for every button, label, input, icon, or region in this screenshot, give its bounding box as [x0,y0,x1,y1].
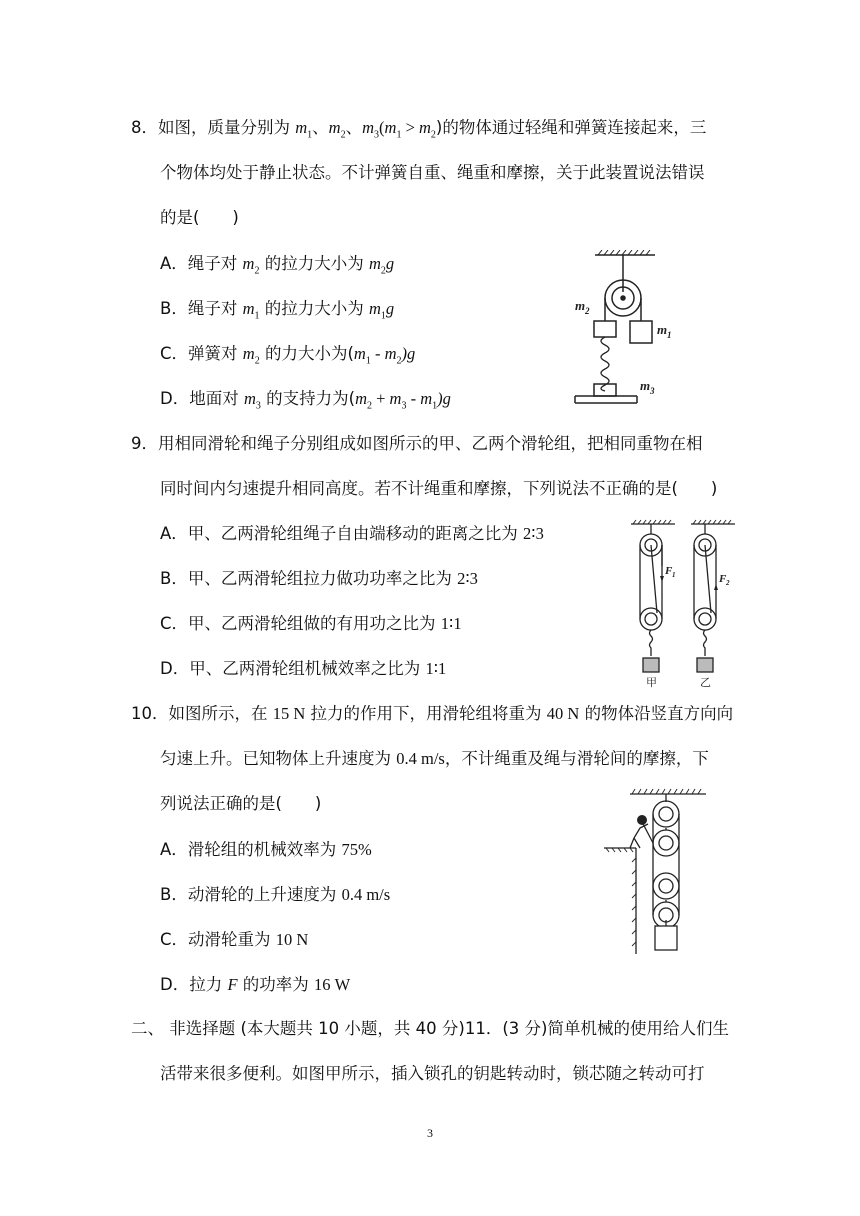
q9-stem-line2: 同时间内匀速提升相同高度。若不计绳重和摩擦，下列说法不正确的是( ) [160,479,718,498]
q10-number: 10． [131,704,169,723]
q9-stem-line1: 9．用相同滑轮和绳子分别组成如图所示的甲、乙两个滑轮组，把相同重物在相 [131,434,703,453]
q9-option-b: B．甲、乙两滑轮组拉力做功功率之比为 2∶3 [160,569,478,588]
q10-stem-line2: 匀速上升。已知物体上升速度为 0.4 m/s，不计绳重及绳与滑轮间的摩擦，下 [160,749,709,768]
q8-label-m3: m [640,378,651,393]
svg-text:3: 3 [650,386,655,396]
q8-pulley-spring-figure [565,250,675,410]
q9-label-jia: 甲 [646,676,657,689]
svg-text:2: 2 [726,579,730,587]
q8-label-m2: m [575,298,586,313]
q9-label-f2: F [719,573,727,585]
q11-stem-start: 11．(3 分)简单机械的使用给人们生 [464,1019,729,1038]
q9-label-f1: F [665,565,673,577]
q9-option-d: D．甲、乙两滑轮组机械效率之比为 1∶1 [160,659,447,678]
q10-option-a: A．滑轮组的机械效率为 75% [160,840,372,859]
svg-text:2: 2 [585,306,590,316]
q8-stem-line1: 8．如图，质量分别为 $m_1$、$m_2$、$m_3(m_1 > m_2)$的物体通过轻绳和弹簧连接起来，三 [131,118,707,141]
q10-option-c: C．动滑轮重为 10 N [160,930,309,949]
q8-option-d: D．地面对 $m_3$ 的支持力为$(m_2 + m_3 - m_1)g$ [160,389,451,412]
q10-stem-line3: 列说法正确的是( ) [160,794,322,813]
q8-stem-line3: 的是( ) [160,208,239,227]
q9-number: 9． [131,434,158,453]
q8-stem-line2: 个物体均处于静止状态。不计弹簧自重、绳重和摩擦，关于此装置说法错误 [160,163,705,182]
q10-person-pulley-figure [600,788,710,956]
section2-line2: 活带来很多便利。如图甲所示，插入锁孔的钥匙转动时，锁芯随之转动可打 [160,1064,705,1083]
q9-option-c: C．甲、乙两滑轮组做的有用功之比为 1∶1 [160,614,462,633]
q9-label-yi: 乙 [700,676,711,689]
q10-option-d: D．拉力 F 的功率为 16 W [160,975,351,994]
section2-line1 [131,1018,729,1040]
q10-stem-line1: 10．如图所示，在 15 N 拉力的作用下，用滑轮组将重为 40 N 的物体沿竖直方向向 [131,704,734,723]
q8-option-a: A．绳子对 $m_2$ 的拉力大小为 $m_2g$ [160,254,395,277]
svg-text:1: 1 [672,571,676,579]
q9-pulley-groups-figure [625,518,745,690]
q8-option-b: B．绳子对 $m_1$ 的拉力大小为 $m_1g$ [160,299,395,322]
q8-option-c: C．弹簧对 $m_2$ 的力大小为$(m_1 - m_2)g$ [160,344,416,367]
page-number: 3 [427,1126,433,1140]
q8-number: 8． [131,118,158,137]
q8-label-m1: m [657,322,668,337]
svg-text:1: 1 [667,330,672,340]
q10-option-b: B．动滑轮的上升速度为 0.4 m/s [160,885,391,904]
section2-heading: 二、 非选择题 (本大题共 10 小题，共 40 分) [131,1019,465,1038]
q9-option-a: A．甲、乙两滑轮组绳子自由端移动的距离之比为 2∶3 [160,524,544,543]
